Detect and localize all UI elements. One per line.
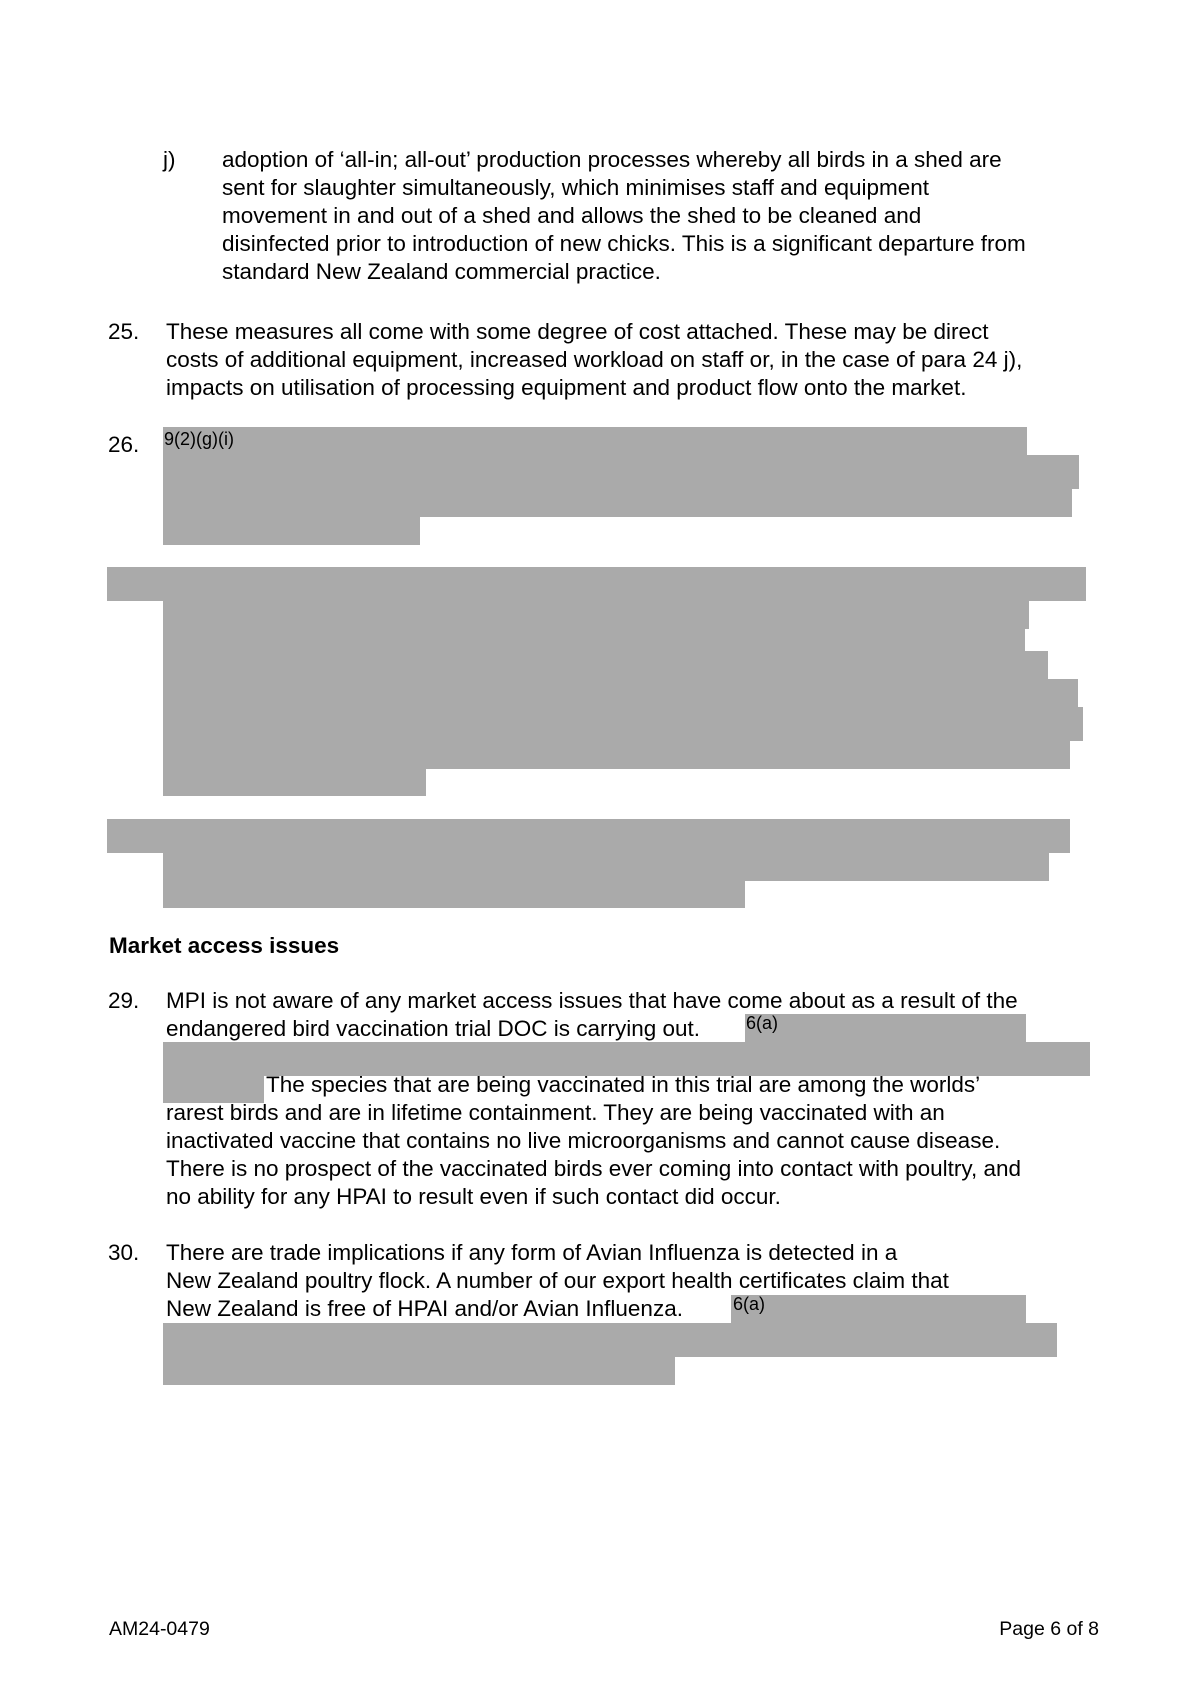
list-label-j: j) xyxy=(163,147,176,172)
text-line: There is no prospect of the vaccinated birds ever coming into contact with poultry, and xyxy=(166,1156,1022,1181)
text-line: adoption of ‘all-in; all-out’ production processes whereby all birds in a shed are xyxy=(222,147,1002,172)
text-line: rarest birds and are in lifetime containment. They are being vaccinated with an xyxy=(166,1100,945,1125)
redaction-code-label: 6(a) xyxy=(733,1294,766,1314)
section-heading: Market access issues xyxy=(109,933,340,958)
redaction-block xyxy=(163,599,1029,629)
para-number-25: 25. xyxy=(108,319,140,344)
para-number-30: 30. xyxy=(108,1240,140,1265)
text-line: The species that are being vaccinated in this trial are among the worlds’ xyxy=(266,1072,981,1097)
redaction-code-label: 6(a) xyxy=(746,1013,779,1033)
redaction-block xyxy=(163,851,1049,881)
text-line: sent for slaughter simultaneously, which minimises staff and equipment xyxy=(222,175,930,200)
redaction-block xyxy=(107,567,1086,601)
redaction-block xyxy=(107,819,1070,853)
redaction-block xyxy=(163,487,1072,517)
redaction-block xyxy=(163,679,1078,709)
footer-doc-ref: AM24-0479 xyxy=(109,1618,210,1640)
text-line: disinfected prior to introduction of new chicks. This is a significant departure from xyxy=(222,231,1026,256)
para-number-29: 29. xyxy=(108,988,140,1013)
para-29-text xyxy=(166,1099,1021,1211)
text-line: standard New Zealand commercial practice. xyxy=(222,259,661,284)
redaction-block xyxy=(163,1323,1057,1357)
text-line: impacts on utilisation of processing equipment and product flow onto the market. xyxy=(166,375,967,400)
para-30-text xyxy=(166,1239,949,1295)
redaction-block xyxy=(731,1295,1026,1325)
redaction-block xyxy=(163,739,1070,769)
footer-page-number: Page 6 of 8 xyxy=(999,1618,1099,1640)
redaction-block xyxy=(163,651,1048,681)
redaction-block xyxy=(163,515,420,545)
text-line: There are trade implications if any form of Avian Influenza is detected in a xyxy=(166,1240,898,1265)
para-25-text xyxy=(166,318,1022,402)
text-line: costs of additional equipment, increased workload on staff or, in the case of para 24 j), xyxy=(166,347,1023,372)
redaction-block xyxy=(163,427,1027,457)
text-line: New Zealand is free of HPAI and/or Avian Influenza. xyxy=(166,1296,683,1321)
text-line: movement in and out of a shed and allows the shed to be cleaned and xyxy=(222,203,922,228)
redaction-block xyxy=(745,1014,1026,1044)
text-line: New Zealand poultry flock. A number of our export health certificates claim that xyxy=(166,1268,949,1293)
text-line: MPI is not aware of any market access issues that have come about as a result of the xyxy=(166,988,1018,1013)
text-line: These measures all come with some degree of cost attached. These may be direct xyxy=(166,319,989,344)
redaction-block xyxy=(163,627,1025,653)
redaction-block xyxy=(163,455,1079,489)
redaction-block xyxy=(163,1355,675,1385)
text-line: no ability for any HPAI to result even if such contact did occur. xyxy=(166,1184,781,1209)
para-24j-text xyxy=(222,146,1026,286)
redaction-block xyxy=(163,707,1083,741)
text-line: endangered bird vaccination trial DOC is carrying out. xyxy=(166,1016,701,1041)
redaction-block xyxy=(163,767,426,796)
text-line: inactivated vaccine that contains no live microorganisms and cannot cause disease. xyxy=(166,1128,1001,1153)
redaction-block xyxy=(163,879,745,908)
para-number-26: 26. xyxy=(108,432,140,457)
redaction-code-label: 9(2)(g)(i) xyxy=(164,429,234,449)
